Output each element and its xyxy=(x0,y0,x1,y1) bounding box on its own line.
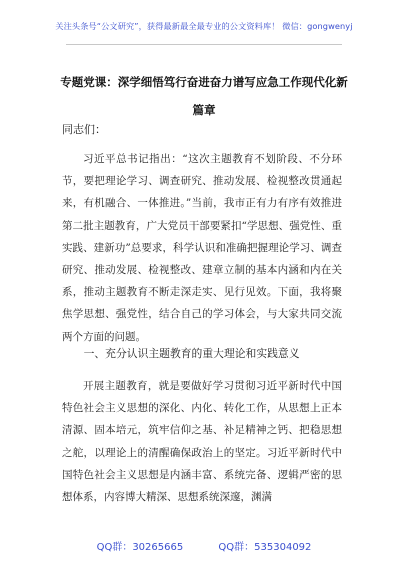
footer-qq-group-1: QQ群：30265665 xyxy=(96,542,184,553)
section-heading: 一、充分认识主题教育的重大理论和实践意义 xyxy=(83,347,300,360)
header-banner: 关注头条号“公文研究”，获得最新最全最专业的公文资料库！ 微信：gongwenyj xyxy=(55,21,353,31)
document-title: 专题党课：深学细悟笃行奋进奋力谱写应急工作现代化新篇章 xyxy=(60,75,348,117)
salutation: 同志们： xyxy=(62,123,106,136)
body-paragraph: 习近平总书记指出：“这次主题教育不划阶段、不分环节，要把理论学习、调查研究、推动发展、检视整改贯通起来，有机融合、一体推进。”当前，我市正有力有序有效推进第二批主题教育，广大党员干部要紧扣“学思想、强党性、重实践、建新功”总要求，科学认识和准确把握理论学习、调查研究、推动发展、检视整改、建章立制的基本内涵和内在关系，推动主题教育不断走深走实、见行见效。下面，我将聚焦学思想、强党性，结合自己的学习体会，与大家共同交流两个方面的问题。 xyxy=(62,153,342,343)
footer xyxy=(0,538,408,553)
footer-qq-group-2: QQ群：535304092 xyxy=(218,542,312,553)
body-paragraph: 开展主题教育，就是要做好学习贯彻习近平新时代中国特色社会主义思想的深化、内化、转化工作，从思想上正本清源、固本培元，筑牢信仰之基、补足精神之钙、把稳思想之舵，以理论上的清醒确保政治上的坚定。习近平新时代中国特色社会主义思想是内涵丰富、系统完备、逻辑严密的思想体系，内容博大精深、思想系统深邃，渊满 xyxy=(62,380,342,504)
header-divider xyxy=(66,44,342,45)
